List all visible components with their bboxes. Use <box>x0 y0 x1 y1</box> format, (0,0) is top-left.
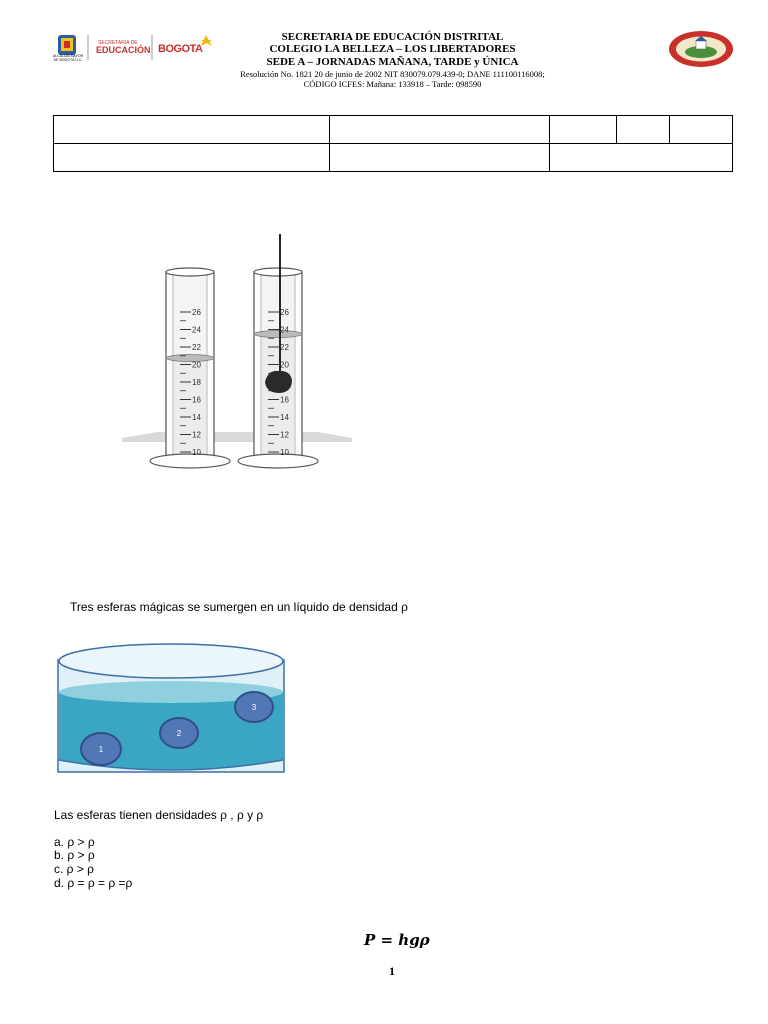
school-seal-icon <box>668 30 734 68</box>
header-line-1: SECRETARIA DE EDUCACIÓN DISTRITAL <box>281 31 504 43</box>
header-line-3: SEDE A – JORNADAS MAÑANA, TARDE y ÚNICA <box>266 56 519 68</box>
info-cell[interactable] <box>329 116 549 144</box>
secretaria-big-text: EDUCACIÓN <box>96 45 151 55</box>
cylinders-figure <box>118 230 358 470</box>
option-a[interactable]: a. ρ > ρ <box>54 835 95 849</box>
question-text: Tres esferas mágicas se sumergen en un líquido de densidad ρ <box>70 600 408 614</box>
tank-figure <box>55 642 287 778</box>
info-cell[interactable] <box>54 116 330 144</box>
scale-label: 22 <box>192 343 201 352</box>
scale-label: 26 <box>192 308 201 317</box>
question-statement: Las esferas tienen densidades ρ , ρ y ρ <box>54 808 264 822</box>
scale-label: 16 <box>192 395 201 405</box>
option-b[interactable]: b. ρ > ρ <box>54 848 95 862</box>
page-number: 1 <box>389 964 395 978</box>
scale-label: 12 <box>280 430 289 440</box>
header-line-4: Resolución No. 1821 20 de junio de 2002 NIT 830079.079.439-0; DANE 111100116008; <box>240 69 545 79</box>
info-cell[interactable] <box>549 116 617 144</box>
scale-label: 12 <box>192 430 201 440</box>
logo-group-left <box>52 32 222 66</box>
option-c[interactable]: c. ρ > ρ <box>54 862 94 876</box>
scale-label: 20 <box>280 360 289 370</box>
sphere-3 <box>235 692 273 722</box>
scale-label: 22 <box>280 343 289 352</box>
sphere-2 <box>160 718 198 748</box>
svg-text:3: 3 <box>251 703 257 712</box>
scale-label: 20 <box>192 360 201 370</box>
scale-label: 26 <box>280 308 289 317</box>
info-table <box>53 115 733 172</box>
svg-text:2: 2 <box>176 729 182 738</box>
alcaldia-text: ALCALDÍA MAYOR DE BOGOTÁ D.C. <box>52 54 84 62</box>
info-cell[interactable] <box>617 116 670 144</box>
svg-text:1: 1 <box>98 745 104 754</box>
scale-label: 24 <box>192 325 201 335</box>
bogota-text: BOGOTA <box>158 43 203 55</box>
rock-icon <box>265 371 292 393</box>
sphere-1 <box>81 733 121 765</box>
scale-label: 14 <box>192 413 201 422</box>
scale-label: 16 <box>280 395 289 405</box>
scale-label: 10 <box>192 448 201 457</box>
scale-label: 18 <box>192 378 201 387</box>
header-line-5: CÓDIGO ICFES: Mañana: 133918 – Tarde: 098590 <box>303 79 482 89</box>
header-line-2: COLEGIO LA BELLEZA – LOS LIBERTADORES <box>269 43 516 55</box>
scale-label: 10 <box>280 448 289 457</box>
scale-label: 14 <box>280 413 289 422</box>
pressure-formula: P = hgρ <box>364 931 430 949</box>
secretaria-small-text: SECRETARÍA DE <box>98 40 138 46</box>
info-cell[interactable] <box>670 116 733 144</box>
info-cell[interactable] <box>549 144 732 172</box>
scale-label: 24 <box>280 325 289 335</box>
info-cell[interactable] <box>54 144 330 172</box>
info-cell[interactable] <box>329 144 549 172</box>
option-d[interactable]: d. ρ = ρ = ρ =ρ <box>54 876 133 890</box>
